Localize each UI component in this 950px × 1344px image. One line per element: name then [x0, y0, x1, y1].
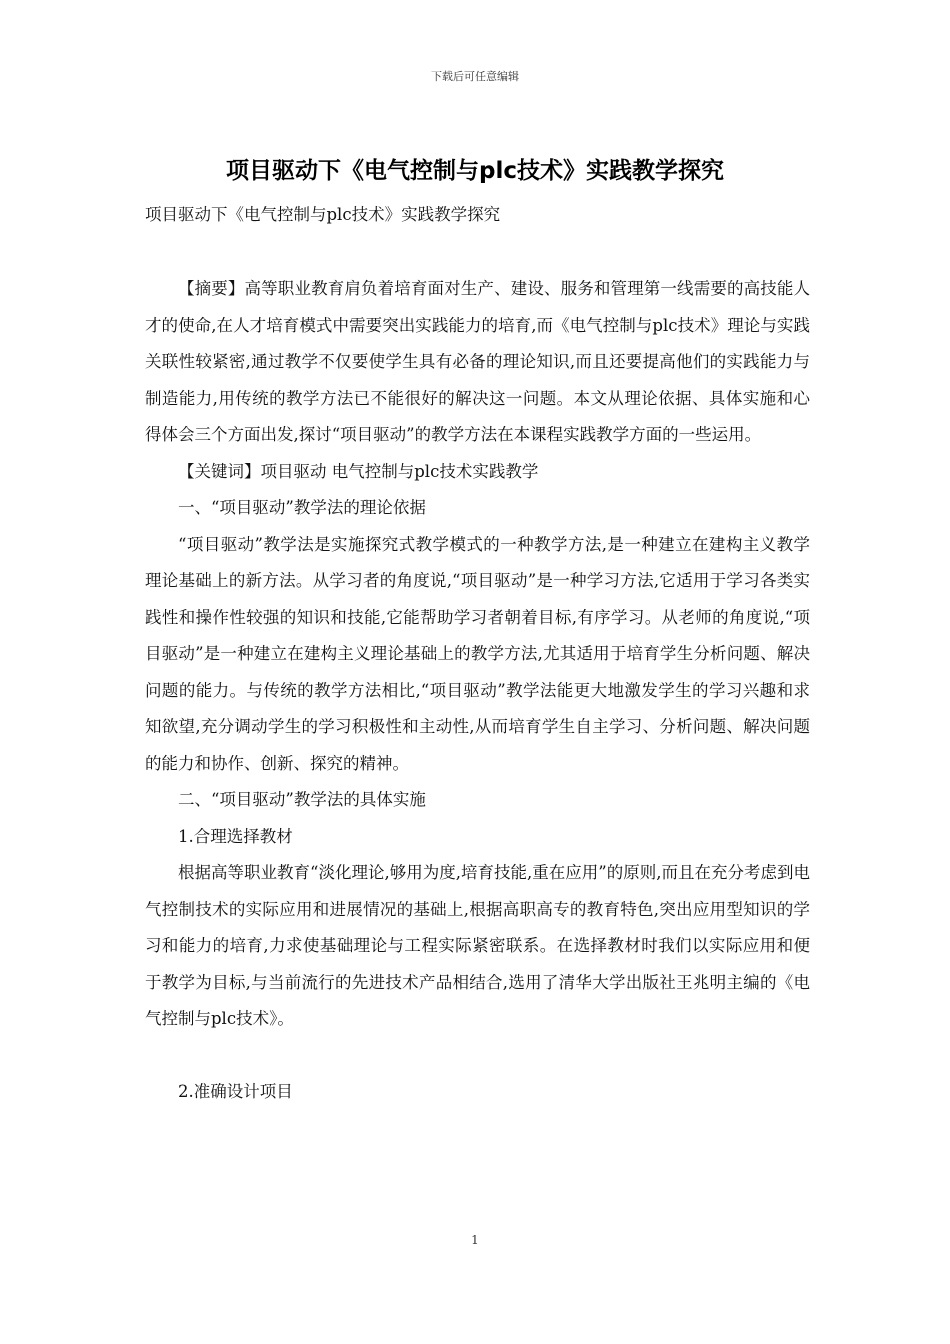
page-number: 1	[471, 1233, 479, 1247]
header-note: 下载后可任意编辑	[431, 70, 519, 83]
section-heading-1: 一、“项目驱动”教学法的理论依据	[178, 498, 426, 517]
body-paragraph: “项目驱动”教学法是实施探究式教学模式的一种教学方法,是一种建立在建构主义教学理论基础上的新方法。从学习者的角度说,“项目驱动”是一种学习方法,它适用于学习各类实践性和操作性较强的知识和技能,它能帮助学习者朝着目标,有序学习。从老师的角度说,“项目驱动”是一种建立在建构主义理论基础上的教学方法,尤其适用于培育学生分析问题、解决问题的能力。与传统的教学方法相比,“项目驱动”教学法能更大地激发学生的学习兴趣和求知欲望,充分调动学生的学习积极性和主动性,从而培育学生自主学习、分析问题、解决问题的能力和协作、创新、探究的精神。	[145, 534, 810, 773]
document-subtitle: 项目驱动下《电气控制与plc技术》实践教学探究	[145, 205, 501, 224]
blank-line	[145, 1038, 810, 1075]
subsection-heading-1: 1.合理选择教材	[178, 826, 293, 846]
document-body	[145, 271, 810, 1111]
section-heading-2: 二、“项目驱动”教学法的具体实施	[178, 790, 426, 809]
document-title: 项目驱动下《电气控制与plc技术》实践教学探究	[226, 158, 724, 184]
subsection-heading-2: 2.准确设计项目	[178, 1082, 293, 1101]
abstract-paragraph: 【摘要】高等职业教育肩负着培育面对生产、建设、服务和管理第一线需要的高技能人才的使命,在人才培育模式中需要突出实践能力的培育,而《电气控制与plc技术》理论与实践关联性较紧密,通过教学不仅要使学生具有必备的理论知识,而且还要提高他们的实践能力与制造能力,用传统的教学方法已不能很好的解决这一问题。本文从理论依据、具体实施和心得体会三个方面出发,探讨“项目驱动”的教学方法在本课程实践教学方面的一些运用。	[145, 279, 810, 444]
keywords-paragraph: 【关键词】项目驱动 电气控制与plc技术实践教学	[178, 461, 539, 481]
body-paragraph: 根据高等职业教育“淡化理论,够用为度,培育技能,重在应用”的原则,而且在充分考虑到电气控制技术的实际应用和进展情况的基础上,根据高职高专的教育特色,突出应用型知识的学习和能力的培育,力求使基础理论与工程实际紧密联系。在选择教材时我们以实际应用和便于教学为目标,与当前流行的先进技术产品相结合,选用了清华大学出版社王兆明主编的《电气控制与plc技术》。	[145, 863, 810, 1028]
